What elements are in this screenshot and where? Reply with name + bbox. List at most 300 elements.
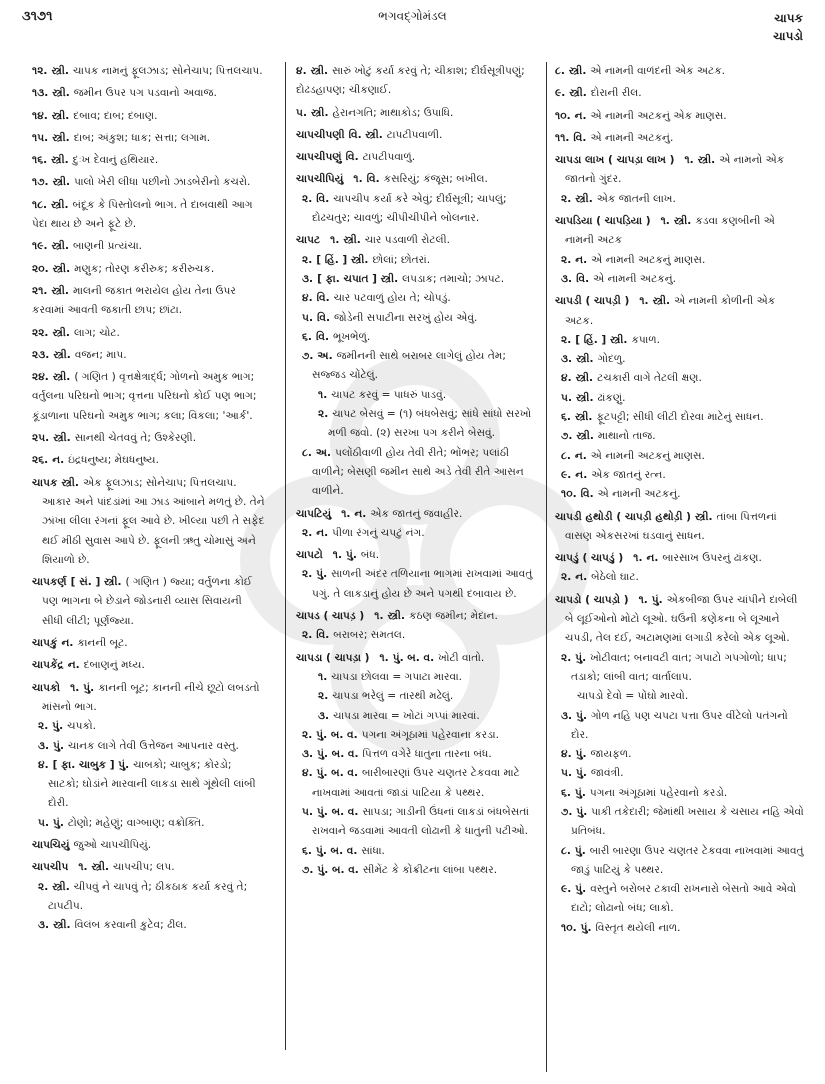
sense-number: ૮. [302,446,312,459]
part-of-speech: સ્ત્રી. [652,295,671,308]
part-of-speech: ન. [354,507,367,520]
sense-number: ૫. [302,311,313,324]
dictionary-entry [296,126,538,145]
part-of-speech: વિ. [317,311,331,324]
definition-text: ચાપચીપ; લપ. [113,861,175,874]
sense-number: ૭. [561,430,573,443]
headword: ચાપકર્ણ [32,576,67,589]
part-of-speech: પું. બ. વ. [317,863,359,876]
part-of-speech: પું. [53,739,64,752]
dictionary-entry [32,634,265,653]
sense-continuation [555,107,805,126]
part-of-speech: [ ફા. ચપાત ] સ્ત્રી. [317,272,399,285]
guide-words [773,9,803,45]
sense-number: ૨. [302,253,313,266]
definition-text: ખોટીવાત; બનાવટી વાત; ગપાટો ગપગોળો; ધાપ; તડાકો; લાંબી વાત; વાર્તાલાપ. [571,651,787,683]
sense-line [561,331,805,350]
definition-text: કાનની બૂટ; કાનની નીચે છૂટો લબડતો માંસનો ભાગ. [42,681,260,713]
sense-continuation [32,84,265,103]
sense-number: ૨. [302,629,313,642]
definition-text: વિસ્તૃત થયેલી નાળ. [595,921,681,934]
definition-text: ચીપવું ને ચાપવું તે; ઠીકઠાક કર્યા કરવું તે; ટાપટીપ. [48,880,248,912]
part-of-speech: પું. [574,844,586,857]
sense-line [302,347,538,386]
dictionary-entry [32,679,265,833]
sense-line [302,861,538,880]
part-of-speech: સ્ત્રી. [575,372,594,385]
part-of-speech: અ. [317,350,333,363]
part-of-speech: સ્ત્રી. [575,192,593,205]
sense-number: ૨. [38,880,49,893]
sense-number: ૨. [561,192,572,205]
part-of-speech: ન. [61,637,74,650]
sense-line [302,764,538,803]
sense-line [561,568,805,587]
sense-line [327,549,379,561]
sense-number: ૮. [555,65,565,77]
sense-number: ૧. [341,507,351,520]
sense-number: ૩. [38,739,50,752]
part-of-speech: સ્ત્રી. [695,510,713,523]
part-of-speech: પું. બ. વ. [316,767,359,780]
definition-text: એકબીજા ઉપર ચાંપીને દાબેલી બે લૂઈઓનો મોટો લૂઓ. ઘઉંની કણેકના બે લૂઆને ચપડી, તેલ દઈ, અટામણમાં લગાડી કરેલો એક લૂઓ. [565,593,798,645]
guide-word-last: ચાપડો [773,29,803,43]
sense-number: ૫. [38,816,49,829]
sense-number: ૨૪. [32,371,49,384]
dictionary-entry [32,474,265,570]
definition-text: કપાળ. [631,333,661,346]
idiom-line [306,707,538,726]
definition-text: ઇંદ્રધનુષ્ય; મેઘધનુષ્ય. [68,454,159,467]
dictionary-entry [555,591,805,938]
sense-number: ૧. [353,173,363,186]
sense-line [302,444,538,502]
definition-text: પાલો ખેરી લીધા પછીનો ઝાડબેરીનો કચરો. [74,176,251,189]
sense-number: ૭. [302,863,314,876]
sense-continuation [555,62,805,81]
definition-text: હેરાનગતિ; માથાકોડ; ઉપાધિ. [332,106,454,119]
guide-word-first: ચાપક [774,11,803,25]
definition-text: જાવંત્રી. [590,767,624,780]
sense-line [561,251,805,270]
sense-continuation [32,129,265,148]
sense-number: ૩. [561,709,573,722]
definition-text: ગોદળુ. [597,353,626,366]
sense-line [347,173,487,185]
sense-line [302,289,538,308]
part-of-speech: વિ. [315,330,329,343]
sense-line [561,784,805,803]
sense-line [302,745,538,764]
sense-number: ૬. [561,786,571,799]
definition-text: વિલંબ કરવાની કુટેવ; ઢીલ. [74,919,187,932]
part-of-speech: સ્ત્રી. [576,430,594,443]
sense-line [302,270,538,289]
definition-text: કાનની બૂટ. [77,637,128,650]
definition-text: ટાપટીપવાળી. [386,128,443,141]
part-of-speech: પું. બ. વ. [315,844,358,857]
definition-text: બારીબારણાં ઉપર ચણતર ટેકવવા માટે નાખવામાં આવતાં જાડાં પાટિયા કે પથ્થર. [312,767,520,799]
dictionary-entry [555,151,805,209]
sense-number: ૧. [374,610,384,623]
sense-number: ૧૦. [561,921,577,934]
sense-number: ૨. [302,192,313,205]
sense-number: ૨. [561,651,572,664]
definition-text: બારસાખ ઉપરનું ઢાંકણ. [662,552,762,565]
sense-number: ૧૫. [32,131,49,144]
definition-text: પિત્તળ વગેરે ધાતુના તારના બંધ. [362,748,492,761]
part-of-speech: સ્ત્રી. [311,106,329,119]
part-of-speech: સ્ત્રી. [52,880,70,893]
definition-text: જમીનની સાથે બરાબર લાગેલું હોય તેમ; સજ્જડ ચોંટેલું. [312,350,506,382]
definition-text: ચાપટ કરવું = પાધરું પાડવું. [331,388,447,401]
definition-text: ચાપડા મારવા = ખોટાં ગપ્પાં મારવાં. [333,709,480,722]
headword: ચાપચીપણું [296,151,342,164]
part-of-speech: ન. [646,552,659,565]
part-of-speech: સ્ત્રી. [53,432,71,445]
definition-text: જમીન ઉપર પગ પડવાનો અવાજ. [73,87,217,100]
sense-continuation [32,107,265,126]
definition-text: ચાર પડવાળી રોટલી. [364,234,451,247]
part-of-speech: વિ. [366,173,380,186]
dictionary-entry [296,148,538,167]
sense-line [302,626,538,645]
sense-line [561,485,805,504]
part-of-speech: સ્ત્રી. [569,87,587,100]
part-of-speech: વિ. સ્ત્રી. [348,128,383,141]
dictionary-entry [296,231,538,501]
part-of-speech: પું. [574,786,586,799]
sense-number: ૮. [561,844,571,857]
definition-text: મણુક; તોરણ કરીરુક; કરીરુચક. [74,262,215,275]
part-of-speech: વિ. [576,272,590,285]
sense-line [302,803,538,842]
sense-continuation [296,104,538,123]
definition-text: જોડેની સપાટીના સરખું હોય એવું. [334,311,478,324]
sense-line [302,251,538,270]
sense-number: ૨. [318,690,329,703]
part-of-speech: ન. [316,526,329,539]
part-of-speech: પું. [52,720,64,733]
sense-line [302,565,538,604]
sense-number: ૧૦. [555,109,571,122]
sense-number: ૨. [302,568,313,581]
definition-text: બાણની પ્રત્યંચા. [73,240,143,253]
definition-text: ચાનક લાગે તેવી ઉત્તેજન આપનાર વસ્તુ. [68,739,239,752]
part-of-speech: સ્ત્રી. [61,476,79,489]
definition-text: પગના અંગૂઠામાં પહેરવાનો કરડો. [589,786,728,799]
sense-continuation [32,260,265,279]
headword: ચાપટો [296,549,323,562]
definition-text: એ નામની અટકનું માણસ. [591,253,706,266]
sense-number: ૫. [302,805,313,818]
definition-text: ટોણો; મહેણું; વાગ્બાણ; વક્રોક્તિ. [67,816,205,829]
sense-number: ૭. [561,805,573,818]
part-of-speech: પું. [576,709,587,722]
sense-continuation [32,451,265,470]
definition-text: ચાબકો; ચાબુક; કોરડો; સાટકો; ઘોડાંને મારવાની લાકડા સાથે ગૂંથેલી લાંબી દોરી. [48,758,256,810]
sense-number: ૧. [318,388,328,401]
page-header [0,0,825,55]
definition-text: દોરાની રીલ. [590,87,642,100]
definition-text: જુઓ ચાપચીપિયું. [73,838,152,851]
dictionary-entry [555,508,805,547]
dictionary-entry [296,649,538,881]
definition-text: ચાપટ બેસવું = (૧) બંધબેસવું; સાંધે સાંધો સરખો મળી જવો. (૨) સરખા પગ કરીને બેસવું. [328,408,532,440]
idiom-line [306,386,538,405]
sense-number: ૩. [38,919,50,932]
headword: ચાપચિયું [32,838,70,851]
part-of-speech: સ્ત્રી. [52,326,70,339]
sense-number: ૨. [38,720,49,733]
sense-line [324,234,450,246]
sense-number: ૬. [561,411,571,424]
part-of-speech: સ્ત્રી. [52,131,70,144]
part-of-speech: સ્ત્રી. [51,109,70,122]
part-of-speech: પું. [316,568,328,581]
part-of-speech: વિ. [316,629,330,642]
sense-number: ૧. [330,234,340,247]
page-number: ૩૧૭૧ [22,9,53,24]
definition-text: ફૂટપટ્ટી; સીધી લીટી દોરવા માટેનું સાધન. [596,411,764,424]
sense-number: ૪. [302,292,313,305]
part-of-speech: સ્ત્રી. [52,87,70,100]
definition-text: ખોટી વાતો. [438,651,485,664]
part-of-speech: પું. [345,549,357,562]
sense-continuation [32,196,265,235]
sense-number: ૫. [296,106,307,119]
headword: ચાપકો [32,681,61,694]
definition-text: લાગ; ચોટ. [73,326,120,339]
column-2 [296,62,538,883]
sense-number: ૧૭. [32,176,49,189]
part-of-speech: ન. [575,253,588,266]
sense-number: ૪. [38,758,49,771]
headword: ચાપક [32,476,58,489]
definition-text: માથાનો તાજ. [597,430,656,443]
sense-line [38,814,265,833]
sense-line [627,552,762,564]
sense-number: ૨૧. [32,284,48,297]
definition-text: છોલાં; છોતરાં. [372,253,431,266]
definition-text: લપડાક; તમાચો; ઝાપટ. [402,272,505,285]
definition-text: બેઠેલો ઘાટ. [591,571,639,584]
definition-text: એ નામની કોળીની એક અટક. [565,295,776,327]
sense-continuation [32,237,265,256]
part-of-speech: પું. [53,816,64,829]
definition-text: દુઃખ દેવાનું હથિયાર. [72,154,159,167]
column-1 [32,62,265,938]
book-title: ભગવદ્ગોમંડલ [378,9,447,23]
part-of-speech: સ્ત્રી. [51,198,69,211]
part-of-speech: સ્ત્રી. [568,65,587,77]
headword: ચાપચીપણી [296,128,345,141]
headword: ચાપકું [32,637,58,650]
definition-text: એ નામની અટકનું. [597,488,681,501]
sense-line [561,745,805,764]
idiom-line [306,687,538,706]
part-of-speech: પું. [651,593,663,606]
headword: ચાપચીપ [32,861,69,874]
part-of-speech: સ્ત્રી. [576,391,594,404]
part-of-speech: સ્ત્રી. [310,65,329,77]
sense-continuation [32,62,265,81]
sense-number: ૬. [302,330,312,343]
sense-number: ૧. [633,552,643,565]
definition-text: ચાપચીપ કર્યા કરે એવું; દીર્ઘસૂત્રી; ચાપલું; દોઢચતુર; ચાવળું; ચીપીચીપીને બોલનાર. [312,192,507,225]
dictionary-entry [32,836,265,855]
sense-continuation [296,62,538,101]
sense-number: ૧. [78,861,88,874]
headword: ચાપડી ( ચાપડ઼ી ) [555,295,630,308]
definition-text: એ નામનો એક જાતનો ગુંદર. [565,154,785,186]
headword: ચાપડા લાખ ( ચાપડ઼ા લાખ ) [555,154,675,167]
sense-number: ૭. [302,350,314,363]
sense-line [368,610,498,622]
sense-number: ૪. [296,65,307,77]
definition-text: ચાપડા છોલવા = ગપાટા મારવા. [331,670,463,683]
part-of-speech: સ્ત્રી. [51,240,69,253]
part-of-speech: સ્ત્રી. [673,215,692,228]
definition-text: સાળની અંદર તળિયાના ભાગમાં રાખવામાં આવતું પગું. તે લાકડાનું હોય છે અને પગથી દબાવાય છે. [312,568,533,600]
part-of-speech: સ્ત્રી. [387,610,405,623]
dictionary-entry [555,292,805,504]
definition-text: દબાણનું મધ્ય. [83,659,145,672]
sense-line [561,880,805,919]
sense-number: ૧૪. [32,109,48,122]
part-of-speech: સ્ત્રી. [53,919,71,932]
dictionary-entry [32,573,265,631]
sense-line [561,447,805,466]
sense-line [302,190,538,229]
dictionary-entry [555,549,805,588]
definition-text: એ નામની અટકનું માણસ. [590,449,705,462]
part-of-speech: પું. [575,883,587,896]
definition-text: જાયફળ. [590,748,632,761]
dictionary-entry [32,858,265,935]
headword: ચાપડું ( ચાપડ઼ું ) [555,552,624,565]
sense-number: ૨૬. [32,454,49,467]
definition-text: ચાપક નામનું ફૂલઝાડ; સોનેચાપ; પિત્તલચાપ. [72,65,263,77]
definition-text: પાકી તકેદારી; જેમાંથી ખસાય કે ચસાય નહિ એવો પ્રતિબંધ. [571,805,804,838]
definition-text: માલની જકાત ભરાયેલ હોય તેના ઉપર કરવામાં આવતી જકાતી છાપ; છાંટા. [32,284,236,317]
definition-text: એક ફૂલઝાડ; સોનેચાપ; પિત્તલચાપ. આકાર અને પાંદડાંમાં આ ઝાડ આંબાને મળતું છે. તેને ઝાંખા લીલા રંગનાં ફૂલ આવે છે. ખીલ્યા પછી તે સફેદ થઈ મીઠી સુવાસ આપે છે. ફૂલની ઋતુ ચોમાસું અને શિયાળો છે. [42,476,265,566]
sense-line [561,190,805,209]
sense-line [561,389,805,408]
part-of-speech: સ્ત્રી. [52,262,71,275]
definition-text: એક જાતનું રત્ન. [591,468,666,481]
sense-number: ૧૩. [32,87,49,100]
definition-text: સાંધા. [361,844,385,857]
definition-text: ભૂખભેળું. [333,330,371,343]
part-of-speech: [ હિં. ] સ્ત્રી. [316,253,369,266]
sense-continuation [555,84,805,103]
sense-number: ૩. [561,353,573,366]
part-of-speech: સ્ત્રી. [91,861,110,874]
part-of-speech: પું. [576,805,588,818]
definition-text: સાનથી ચેતવવું તે; ઉશ્કેરણી. [74,432,197,445]
part-of-speech: સ્ત્રી. [574,411,593,424]
part-of-speech: વિ. [345,151,359,164]
sense-line [302,524,538,543]
sense-number: ૨. [561,571,572,584]
sense-number: ૧૨. [32,65,48,77]
part-of-speech: સ્ત્રી. [51,65,69,77]
part-of-speech: પું. [575,651,587,664]
headword: ચાપડો ( ચાપડ઼ો ) [555,593,629,606]
sense-line [302,842,538,861]
sense-line [72,861,174,873]
definition-text: બારી બારણા ઉપર ચણતર ટેકવવા નાખવામાં આવતું જાડું પાટિયું કે પથ્થર. [571,844,804,876]
headword: ચાપચીપિયું [296,173,344,186]
definition-text: દબાવ; દાબ; દબાણ. [73,109,158,122]
headword: ચાપટિયું [296,507,332,520]
sense-continuation [32,346,265,365]
sense-number: ૧૯. [32,240,48,253]
part-of-speech: ન. [574,109,587,122]
definition-text: ( ગણિત ) જ્યા; વર્તુળના કોઈ પણ ભાગના બે છેડાને જોડનારી વ્યાસ સિવાયની સીધી લીટી; પૂર્ણજ્યા. [42,576,253,627]
definition-text: ટચકારી વાગે તેટલી ક્ષણ. [597,372,702,385]
sense-number: ૪. [302,767,313,780]
definition-text: ચપકો. [67,720,97,733]
dictionary-entry [296,607,538,646]
definition-text: ઢાંકણું. [597,391,626,404]
part-of-speech: પું. [576,767,587,780]
idiom-line [306,405,538,444]
sense-line [561,803,805,842]
sense-number: ૨. [561,253,572,266]
part-of-speech: ન. [67,659,80,672]
part-of-speech: પું. બ. વ. [317,748,359,761]
dictionary-entry [555,212,805,289]
headword: ચાપડ ( ચાપડ઼ ) [296,610,365,623]
definition-text: એ નામની વાળંદની એક અટક. [590,65,726,77]
part-of-speech: વિ. [580,488,594,501]
part-of-speech: સ્ત્રી. [697,154,716,167]
sense-continuation [32,173,265,192]
part-of-speech: વિ. [316,192,330,205]
sense-line [38,756,265,814]
sense-line [561,707,805,746]
idiom-line [565,687,805,706]
part-of-speech: સ્ત્રી. [51,154,69,167]
dictionary-entry [296,546,538,604]
sense-number: ૩. [302,272,314,285]
part-of-speech: પું. [83,681,95,694]
sense-number: ૫. [561,391,572,404]
part-of-speech: [ સં. ] સ્ત્રી. [70,576,122,589]
sense-number: ૨૩. [32,348,50,361]
definition-text: બંધ. [360,549,380,562]
sense-number: ૧. [379,651,389,664]
sense-line [561,466,805,485]
part-of-speech: સ્ત્રી. [53,348,71,361]
definition-text: બરાબર; સમતલ. [333,629,406,642]
sense-number: ૩. [561,272,573,285]
part-of-speech: ન. [574,449,587,462]
sense-number: ૧૧. [555,131,570,144]
headword: ચાપડિયા ( ચાપડ઼િયા ) [555,215,651,228]
sense-number: ૧. [660,215,670,228]
definition-text: ચાપડા ભરેલું = તારથી મઢેલું. [332,690,454,703]
sense-number: ૧. [639,295,649,308]
sense-line [302,726,538,745]
sense-number: ૩. [302,748,314,761]
sense-number: ૯. [555,87,566,100]
definition-text: ચાર પટવાળું હોય તે; ચોપડું. [333,292,451,305]
sense-number: ૬. [302,844,312,857]
sense-number: ૨૨. [32,326,49,339]
